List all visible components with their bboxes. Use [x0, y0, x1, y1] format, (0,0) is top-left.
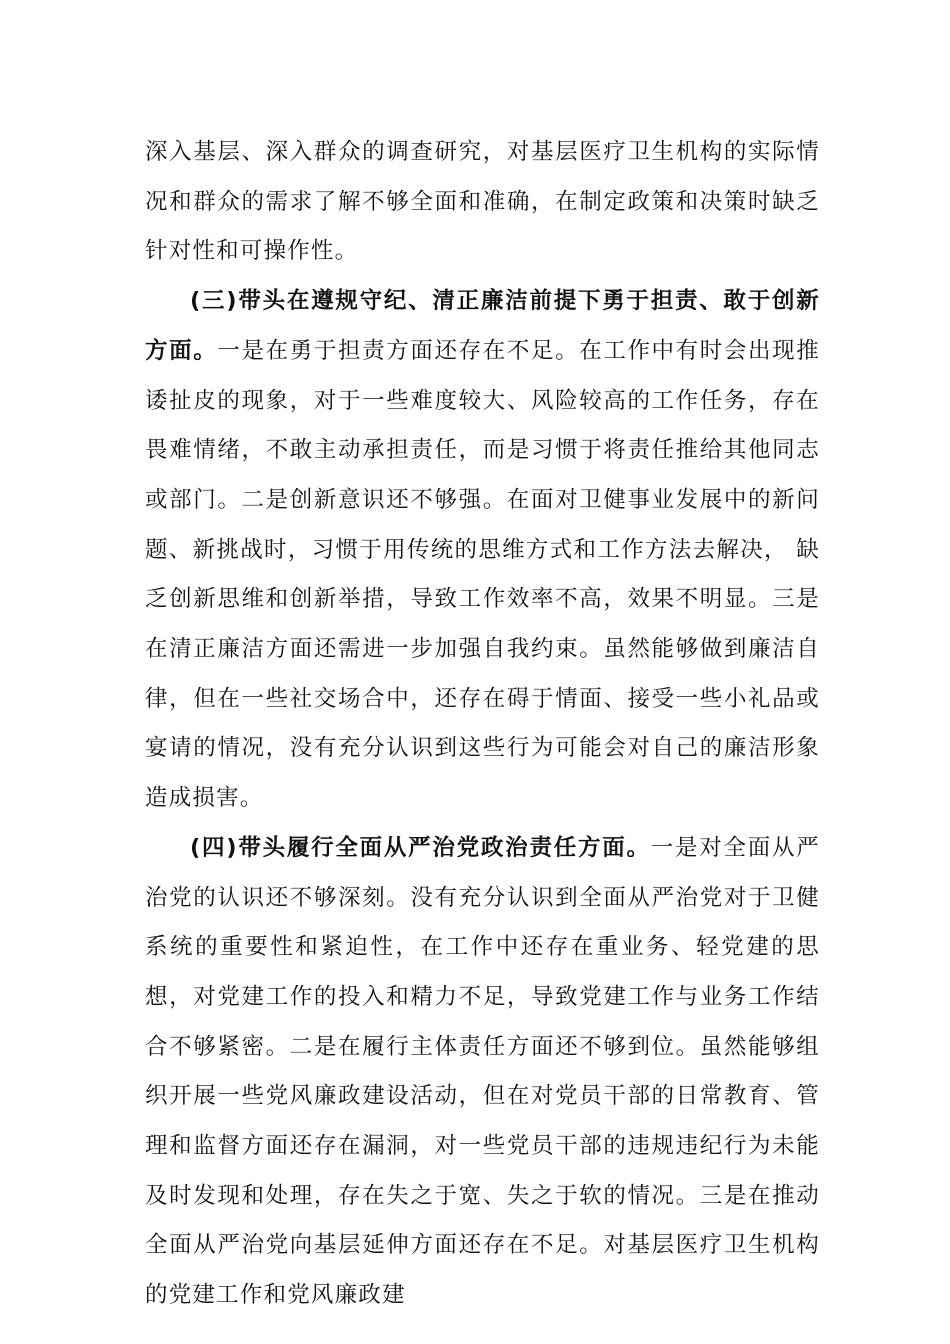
paragraph-section-four: [145, 824, 820, 1321]
document-body: [145, 128, 820, 1321]
paragraph-body: 一是在勇于担责方面还存在不足。在工作中有时会出现推诿扯皮的现象，对于一些难度较大、风险较高的工作任务，存在畏难情绪，不敢主动承担责任，而是习惯于将责任推给其他同志或部门。二是创新意识还不够强。在面对卫健事业发展中的新问题、新挑战时，习惯于用传统的思维方式和工作方法去解决， 缺乏创新思维和创新举措，导致工作效率不高，效果不明显。三是在清正廉洁方面还需进一步加强自我约束。虽然能够做到廉洁自律，但在一些社交场合中，还存在碍于情面、接受一些小礼品或宴请的情况，没有充分认识到这些行为可能会对自己的廉洁形象造成损害。: [145, 337, 820, 812]
paragraph-body: 一是对全面从严治党的认识还不够深刻。没有充分认识到全面从严治党对于卫健系统的重要性和紧迫性，在工作中还存在重业务、轻党建的思想，对党建工作的投入和精力不足，导致党建工作与业务工作结合不够紧密。二是在履行主体责任方面还不够到位。虽然能够组织开展一些党风廉政建设活动，但在对党员干部的日常教育、管理和监督方面还存在漏洞，对一些党员干部的违规违纪行为未能及时发现和处理，存在失之于宽、失之于软的情况。三是在推动全面从严治党向基层延伸方面还存在不足。对基层医疗卫生机构的党建工作和党风廉政建: [145, 834, 820, 1309]
section-heading-three: (三)带头在遵规守纪、清正廉洁前提下勇于担责、敢于创新方面。: [145, 288, 820, 364]
paragraph-continuation: [145, 128, 820, 277]
paragraph-body: 深入基层、深入群众的调查研究，对基层医疗卫生机构的实际情况和群众的需求了解不够全面和准确，在制定政策和决策时缺乏针对性和可操作性。: [145, 139, 820, 265]
section-heading-four: (四)带头履行全面从严治党政治责任方面。: [190, 834, 651, 861]
paragraph-section-three: [145, 277, 820, 824]
